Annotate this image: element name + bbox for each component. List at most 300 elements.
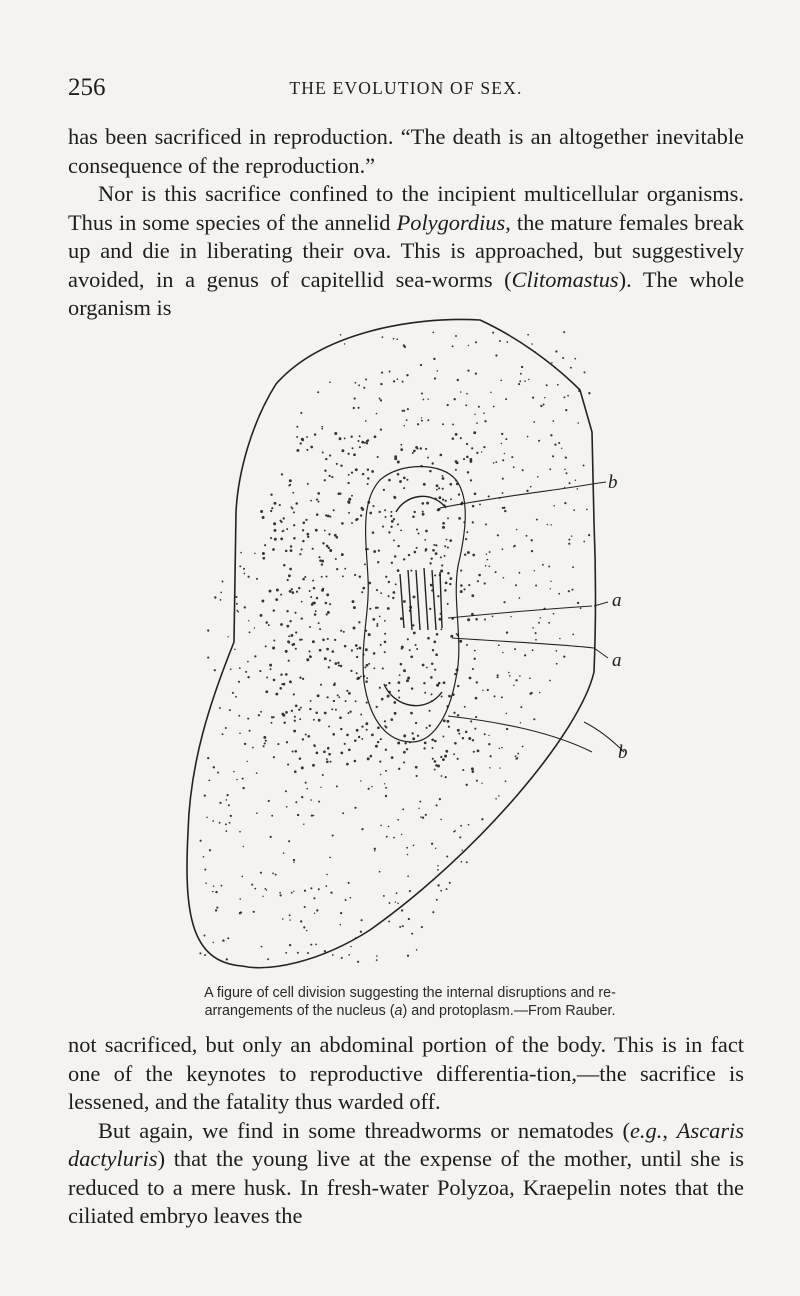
stipple-dot — [397, 378, 399, 380]
stipple-dot — [410, 570, 412, 572]
stipple-dot — [463, 458, 465, 460]
stipple-dot — [415, 644, 417, 646]
stipple-dot — [437, 370, 439, 372]
caption-italic: a — [394, 1003, 403, 1019]
stipple-dot — [387, 607, 390, 610]
stipple-dot — [445, 750, 448, 753]
stipple-dot — [285, 550, 288, 553]
stipple-dot — [397, 819, 399, 821]
stipple-dot — [573, 509, 575, 511]
stipple-dot — [406, 374, 408, 376]
stipple-dot — [503, 577, 505, 579]
stipple-dot — [323, 750, 326, 753]
stipple-dot — [213, 766, 215, 768]
stipple-dot — [449, 882, 451, 884]
stipple-dot — [412, 516, 415, 519]
stipple-dot — [310, 944, 312, 946]
stipple-dot — [380, 825, 382, 827]
stipple-dot — [247, 718, 249, 720]
stipple-dot — [406, 679, 409, 682]
stipple-dot — [588, 534, 590, 536]
stipple-dot — [502, 548, 504, 550]
stipple-dot — [548, 566, 550, 568]
stipple-dot — [239, 733, 241, 735]
stipple-dot — [310, 700, 312, 702]
stipple-dot — [280, 520, 282, 522]
stipple-dot — [390, 526, 392, 528]
stipple-dot — [289, 944, 291, 946]
stipple-dot — [346, 734, 349, 737]
stipple-dot — [400, 448, 403, 451]
stipple-dot — [336, 568, 338, 570]
stipple-dot — [423, 483, 426, 486]
stipple-dot — [466, 393, 468, 395]
stipple-dot — [355, 519, 357, 521]
stipple-dot — [220, 885, 222, 887]
stipple-dot — [393, 701, 396, 704]
stipple-dot — [440, 890, 442, 892]
stipple-dot — [306, 436, 308, 438]
stipple-dot — [534, 570, 535, 571]
stipple-dot — [296, 436, 298, 438]
stipple-dot — [459, 836, 461, 838]
stipple-dot — [465, 404, 467, 406]
stipple-dot — [235, 596, 237, 598]
stipple-dot — [457, 729, 460, 732]
stipple-dot — [476, 452, 478, 454]
stipple-dot — [441, 564, 443, 566]
stipple-dot — [504, 510, 506, 512]
stipple-dot — [445, 776, 447, 778]
stipple-dot — [365, 680, 368, 683]
stipple-dot — [574, 358, 576, 360]
stipple-dot — [354, 807, 356, 809]
stipple-dot — [553, 613, 555, 615]
stipple-dot — [321, 560, 324, 563]
stipple-dot — [421, 392, 423, 394]
stipple-dot — [273, 756, 275, 758]
stipple-dot — [329, 516, 331, 518]
stipple-dot — [263, 745, 265, 747]
stipple-dot — [205, 882, 207, 884]
stipple-dot — [458, 517, 461, 520]
stipple-dot — [256, 772, 258, 774]
stipple-dot — [337, 694, 339, 696]
stipple-dot — [212, 891, 213, 892]
stipple-dot — [503, 601, 505, 603]
stipple-dot — [412, 452, 414, 454]
stipple-dot — [442, 477, 445, 480]
stipple-dot — [435, 653, 438, 656]
stipple-dot — [407, 408, 409, 410]
stipple-dot — [320, 684, 322, 686]
stipple-dot — [306, 930, 308, 932]
stipple-dot — [397, 569, 400, 572]
paragraph-line: has been sacrificed in reproduction. “The death is an — [68, 124, 552, 149]
stipple-dot — [273, 609, 275, 611]
stipple-dot — [421, 417, 422, 418]
stipple-dot — [444, 545, 446, 547]
stipple-dot — [227, 794, 229, 796]
stipple-dot — [334, 639, 336, 641]
stipple-dot — [379, 615, 381, 617]
stipple-dot — [392, 597, 394, 599]
stipple-dot — [427, 398, 428, 399]
stipple-dot — [282, 683, 285, 686]
stipple-dot — [312, 580, 314, 582]
stipple-dot — [571, 535, 572, 536]
stipple-dot — [291, 588, 293, 590]
stipple-dot — [249, 631, 251, 633]
stipple-dot — [443, 681, 446, 684]
stipple-dot — [391, 562, 393, 564]
stipple-dot — [301, 766, 304, 769]
stipple-dot — [272, 548, 275, 551]
stipple-dot — [489, 551, 491, 553]
stipple-dot — [204, 954, 206, 956]
stipple-dot — [385, 795, 387, 797]
stipple-dot — [260, 711, 262, 713]
stipple-dot — [475, 697, 478, 700]
stipple-dot — [437, 595, 439, 597]
stipple-dot — [536, 519, 538, 521]
stipple-dot — [260, 510, 263, 513]
stipple-dot — [326, 648, 329, 651]
stipple-dot — [270, 510, 272, 512]
stipple-dot — [471, 767, 474, 770]
stipple-dot — [398, 697, 400, 699]
stipple-dot — [475, 716, 477, 718]
stipple-dot — [338, 664, 340, 666]
stipple-dot — [488, 565, 490, 567]
stipple-dot — [327, 547, 329, 549]
stipple-dot — [389, 371, 391, 373]
stipple-dot — [305, 734, 307, 736]
stipple-dot — [558, 593, 560, 595]
stipple-dot — [425, 814, 427, 816]
stipple-dot — [286, 625, 289, 628]
stipple-dot — [376, 589, 378, 591]
stipple-dot — [439, 798, 441, 800]
stipple-dot — [424, 539, 426, 541]
stipple-dot — [294, 720, 296, 722]
stipple-dot — [335, 558, 337, 560]
stipple-dot — [454, 742, 457, 745]
stipple-dot — [295, 631, 297, 633]
stipple-dot — [262, 896, 263, 897]
stipple-dot — [524, 380, 526, 382]
stipple-dot — [380, 383, 382, 385]
stipple-dot — [348, 882, 350, 884]
stipple-dot — [306, 449, 308, 451]
stipple-dot — [421, 420, 423, 422]
stipple-dot — [336, 463, 338, 465]
stipple-dot — [282, 517, 284, 519]
stipple-dot — [389, 902, 391, 904]
stipple-dot — [417, 735, 419, 737]
stipple-dot — [484, 618, 486, 620]
stipple-dot — [468, 584, 470, 586]
stipple-dot — [313, 897, 315, 899]
stipple-dot — [484, 582, 486, 584]
stipple-dot — [453, 712, 455, 714]
stipple-dot — [390, 511, 392, 513]
stipple-dot — [276, 589, 279, 592]
stipple-dot — [291, 710, 293, 712]
stipple-dot — [265, 645, 267, 647]
stipple-dot — [427, 637, 430, 640]
stipple-dot — [571, 589, 573, 591]
stipple-dot — [460, 437, 462, 439]
stipple-dot — [219, 822, 221, 824]
stipple-dot — [499, 340, 501, 342]
stipple-dot — [472, 739, 474, 741]
stipple-dot — [380, 399, 382, 401]
stipple-dot — [244, 743, 246, 745]
stipple-dot — [366, 440, 368, 442]
stipple-dot — [360, 514, 362, 516]
stipple-dot — [447, 517, 449, 519]
stipple-dot — [312, 640, 315, 643]
stipple-dot — [262, 557, 265, 560]
stipple-dot — [533, 421, 535, 423]
stipple-dot — [312, 764, 315, 767]
stipple-dot — [437, 869, 439, 871]
stipple-dot — [407, 854, 409, 856]
stipple-dot — [204, 869, 206, 871]
stipple-dot — [335, 709, 337, 711]
stipple-dot — [382, 526, 384, 528]
stipple-dot — [430, 676, 433, 679]
label-a-upper: a — [612, 590, 622, 611]
caption-line — [150, 1002, 670, 1020]
stipple-dot — [236, 610, 238, 612]
stipple-dot — [235, 696, 237, 698]
stipple-dot — [295, 502, 298, 505]
stipple-dot — [217, 772, 219, 774]
stipple-dot — [368, 582, 371, 585]
stipple-dot — [492, 332, 494, 334]
stipple-dot — [215, 891, 217, 893]
stipple-dot — [309, 655, 311, 657]
stipple-dot — [393, 539, 395, 541]
stipple-dot — [293, 859, 295, 861]
stipple-dot — [329, 659, 331, 661]
stipple-dot — [322, 774, 324, 776]
stipple-dot — [506, 341, 508, 343]
stipple-dot — [361, 738, 363, 740]
stipple-dot — [476, 422, 478, 424]
stipple-dot — [380, 774, 382, 776]
stipple-dot — [397, 523, 399, 525]
stipple-dot — [337, 662, 339, 664]
stipple-dot — [374, 850, 375, 851]
stipple-dot — [526, 490, 528, 492]
stipple-dot — [546, 384, 548, 386]
stipple-dot — [273, 679, 276, 682]
stipple-dot — [529, 677, 531, 679]
stipple-dot — [396, 338, 398, 340]
stipple-dot — [222, 939, 224, 941]
stipple-dot — [328, 753, 331, 756]
stipple-dot — [302, 439, 305, 442]
stipple-dot — [360, 507, 363, 510]
stipple-dot — [294, 716, 296, 718]
stipple-dot — [497, 676, 499, 678]
stipple-dot — [290, 681, 292, 683]
stipple-dot — [457, 758, 459, 760]
stipple-dot — [489, 767, 490, 768]
stipple-dot — [302, 678, 304, 680]
stipple-dot — [289, 620, 291, 622]
stipple-dot — [286, 741, 288, 743]
stipple-dot — [520, 373, 522, 375]
stipple-dot — [403, 477, 406, 480]
stipple-dot — [382, 336, 384, 338]
paragraph — [68, 180, 744, 323]
stipple-dot — [318, 501, 320, 503]
stipple-dot — [577, 602, 579, 604]
stipple-dot — [376, 959, 378, 961]
stipple-dot — [368, 663, 370, 665]
stipple-dot — [457, 685, 459, 687]
stipple-dot — [324, 950, 326, 952]
stipple-dot — [310, 887, 312, 889]
stipple-dot — [430, 584, 433, 587]
stipple-dot — [412, 732, 414, 734]
stipple-dot — [209, 849, 211, 851]
stipple-dot — [449, 539, 452, 542]
stipple-dot — [315, 529, 318, 532]
stipple-dot — [358, 647, 361, 650]
stipple-dot — [312, 602, 314, 604]
label-b-bottom: b — [618, 742, 628, 763]
stipple-dot — [219, 802, 221, 804]
stipple-dot — [365, 379, 367, 381]
stipple-dot — [420, 816, 422, 818]
stipple-dot — [471, 447, 473, 449]
stipple-dot — [307, 735, 310, 738]
stipple-dot — [226, 799, 228, 801]
stipple-dot — [277, 743, 279, 745]
stipple-dot — [393, 837, 395, 839]
stipple-dot — [329, 549, 332, 552]
stipple-dot — [406, 748, 408, 750]
stipple-dot — [440, 628, 442, 630]
stipple-dot — [375, 607, 377, 609]
stipple-dot — [281, 473, 283, 475]
stipple-dot — [359, 446, 361, 448]
stipple-dot — [279, 687, 282, 690]
stipple-dot — [462, 769, 464, 771]
stipple-dot — [399, 480, 402, 483]
stipple-dot — [334, 534, 337, 537]
stipple-dot — [556, 663, 558, 665]
stipple-dot — [423, 747, 425, 749]
stipple-dot — [358, 440, 360, 442]
stipple-dot — [524, 654, 526, 656]
stipple-dot — [518, 572, 520, 574]
stipple-dot — [576, 488, 578, 490]
stipple-dot — [411, 933, 413, 935]
stipple-dot — [460, 391, 462, 393]
stipple-dot — [260, 614, 263, 617]
stipple-dot — [416, 528, 418, 530]
stipple-dot — [501, 443, 502, 444]
stipple-dot — [348, 498, 351, 501]
stipple-dot — [552, 455, 554, 457]
stipple-dot — [315, 610, 317, 612]
stipple-dot — [295, 750, 298, 753]
stipple-dot — [295, 648, 297, 650]
stipple-dot — [457, 379, 459, 381]
stipple-dot — [488, 743, 490, 745]
stipple-dot — [434, 669, 436, 671]
stipple-dot — [243, 846, 244, 847]
stipple-dot — [372, 618, 375, 621]
stipple-dot — [294, 770, 297, 773]
stipple-dot — [376, 623, 378, 625]
stipple-dot — [402, 925, 404, 927]
stipple-dot — [280, 674, 282, 676]
stipple-dot — [292, 750, 294, 752]
stipple-dot — [295, 801, 297, 803]
stipple-dot — [343, 631, 345, 633]
stipple-dot — [219, 707, 221, 709]
stipple-dot — [474, 414, 476, 416]
stipple-dot — [359, 575, 361, 577]
stipple-dot — [361, 441, 364, 444]
stipple-dot — [303, 522, 306, 525]
stipple-dot — [381, 372, 383, 374]
stipple-dot — [270, 537, 272, 539]
stipple-dot — [450, 498, 452, 500]
stipple-dot — [521, 366, 523, 368]
stipple-dot — [424, 742, 427, 745]
stipple-dot — [393, 338, 395, 340]
stipple-dot — [348, 474, 350, 476]
stipple-dot — [371, 734, 374, 737]
stipple-dot — [493, 695, 495, 697]
stipple-dot — [555, 350, 557, 352]
stipple-dot — [406, 479, 408, 481]
stipple-dot — [411, 687, 413, 689]
stipple-dot — [520, 706, 522, 708]
stipple-dot — [357, 677, 360, 680]
stipple-dot — [513, 466, 515, 468]
stipple-dot — [348, 748, 351, 751]
stipple-dot — [318, 556, 320, 558]
stipple-dot — [559, 638, 561, 640]
stipple-dot — [340, 912, 342, 914]
stipple-dot — [299, 553, 301, 555]
stipple-dot — [340, 665, 343, 668]
stipple-dot — [328, 666, 330, 668]
stipple-dot — [544, 397, 545, 398]
stipple-dot — [487, 689, 489, 691]
stipple-dot — [299, 718, 301, 720]
stipple-dot — [403, 734, 406, 737]
stipple-dot — [399, 674, 401, 676]
stipple-dot — [355, 382, 357, 384]
stipple-dot — [495, 798, 497, 800]
stipple-dot — [570, 367, 572, 369]
stipple-dot — [388, 595, 390, 597]
stipple-dot — [227, 937, 229, 939]
stipple-dot — [492, 616, 494, 618]
stipple-dot — [408, 554, 410, 556]
stipple-dot — [380, 428, 382, 430]
